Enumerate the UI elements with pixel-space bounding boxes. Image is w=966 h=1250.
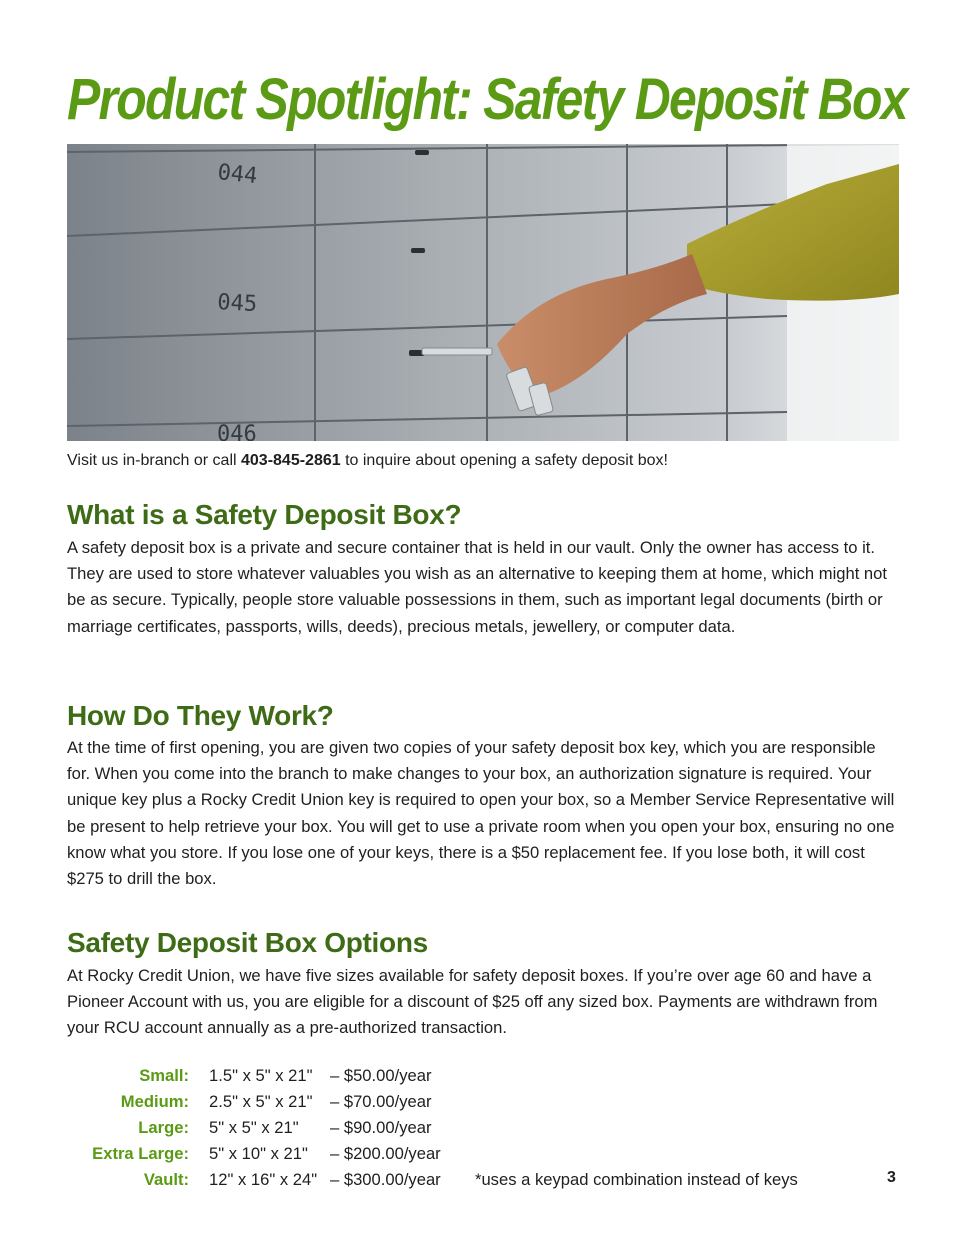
option-row-medium <box>0 1089 966 1115</box>
caption-text-after: to inquire about opening a safety deposit box! <box>340 452 668 469</box>
section-heading-what-is: What is a Safety Deposit Box? <box>67 499 462 530</box>
box-number-044: 044 <box>216 160 259 190</box>
option-size: 5" x 10" x 21" <box>209 1144 308 1163</box>
section-body-how-work: At the time of first opening, you are given two copies of your safety deposit box key, which you are responsible for. When you come into the branch to make changes to your box, an authorization signature is required. Your unique key plus a Rocky Credit Union key is required to open your box, so a Member Service Representative will be present to help retrieve your box. You will get to use a private room when you open your box, ensuring no one know what you store. If you lose one of your keys, there is a $50 replacement fee. If you lose both, it will cost $275 to drill the box. <box>67 738 895 889</box>
option-row-large <box>0 1115 966 1141</box>
page-number: 3 <box>887 1169 896 1186</box>
option-price: – $90.00/year <box>330 1118 432 1137</box>
option-size: 2.5" x 5" x 21" <box>209 1092 313 1111</box>
section-heading-options: Safety Deposit Box Options <box>67 927 428 958</box>
option-row-vault <box>0 1167 966 1193</box>
option-size: 5" x 5" x 21" <box>209 1118 299 1137</box>
option-label: Vault: <box>143 1170 189 1189</box>
option-price: – $70.00/year <box>330 1092 432 1111</box>
safety-deposit-box-photo <box>67 144 899 441</box>
page-title: Product Spotlight: Safety Deposit Box <box>67 67 907 132</box>
section-body-what-is: A safety deposit box is a private and secure container that is held in our vault. Only the owner has access to it. They are used to store whatever valuables you wish as an alternative to keeping them at home, which might not be as secure. Typically, people store valuable possessions in them, such as important legal documents (birth or marriage certificates, passports, wills, deeds), precious metals, jewellery, or computer data. <box>67 538 887 636</box>
section-heading-how-work: How Do They Work? <box>67 700 334 731</box>
option-row-extra-large <box>0 1141 966 1167</box>
option-price: – $50.00/year <box>330 1066 432 1085</box>
option-price: – $300.00/year <box>330 1170 441 1189</box>
box-number-045: 045 <box>216 290 258 318</box>
option-label: Medium: <box>120 1092 189 1111</box>
photo-caption <box>67 450 668 472</box>
option-price: – $200.00/year <box>330 1144 441 1163</box>
option-size: 12" x 16" x 24" <box>209 1170 318 1189</box>
section-body-options: At Rocky Credit Union, we have five sizes available for safety deposit boxes. If you’re over age 60 and have a Pioneer Account with us, you are eligible for a discount of $25 off any sized box. Payments are withdrawn from your RCU account annually as a pre-authorized transaction. <box>67 966 878 1038</box>
option-row-small <box>0 1063 966 1089</box>
phone-number[interactable]: 403-845-2861 <box>241 452 341 469</box>
option-note: *uses a keypad combination instead of keys <box>475 1170 798 1189</box>
option-size: 1.5" x 5" x 21" <box>209 1066 313 1085</box>
box-number-046: 046 <box>217 422 257 441</box>
option-label: Extra Large: <box>92 1144 189 1163</box>
option-label: Large: <box>138 1118 189 1137</box>
option-label: Small: <box>139 1066 189 1085</box>
caption-text-before: Visit us in-branch or call <box>67 452 241 469</box>
